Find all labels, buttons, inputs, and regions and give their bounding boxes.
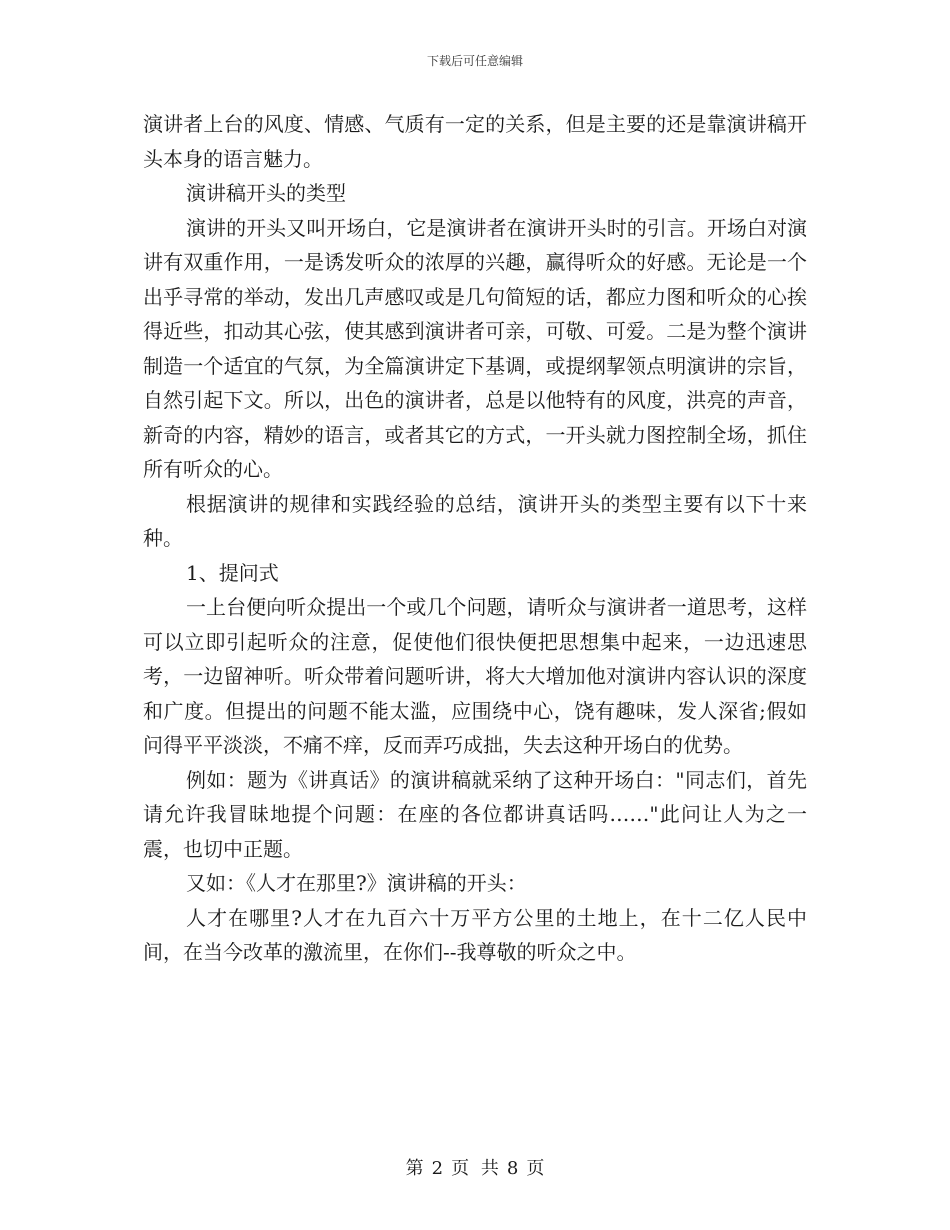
paragraph-1: 演讲者上台的风度、情感、气质有一定的关系，但是主要的还是靠演讲稿开头本身的语言魅力。 bbox=[143, 112, 807, 171]
footer-suffix: 页 bbox=[526, 1158, 545, 1179]
paragraph-types-summary: 根据演讲的规律和实践经验的总结，演讲开头的类型主要有以下十来种。 bbox=[143, 491, 807, 550]
section-heading-types: 演讲稿开头的类型 bbox=[186, 181, 346, 205]
page-footer bbox=[0, 1154, 950, 1180]
document-body bbox=[143, 107, 807, 970]
footer-page-number: 2 bbox=[431, 1158, 444, 1179]
subheading-question-style: 1、提问式 bbox=[186, 560, 279, 585]
footer-total-pages: 8 bbox=[506, 1158, 519, 1179]
footer-middle: 页 共 bbox=[451, 1158, 499, 1179]
footer-prefix: 第 bbox=[405, 1158, 424, 1179]
page-header: 下载后可任意编辑 bbox=[426, 54, 523, 68]
paragraph-example-1: 例如：题为《讲真话》的演讲稿就采纳了这种开场白："同志们，首先请允许我冒昧地提个问题：在座的各位都讲真话吗……"此问让人为之一震，也切中正题。 bbox=[143, 767, 807, 861]
paragraph-question-style: 一上台便向听众提出一个或几个问题，请听众与演讲者一道思考，这样可以立即引起听众的注意，促使他们很快便把思想集中起来，一边迅速思考，一边留神听。听众带着问题听讲，将大大增加他对演讲内容认识的深度和广度。但提出的问题不能太滥，应围绕中心，饶有趣味，发人深省;假如问得平平淡淡，不痛不痒，反而弄巧成拙，失去这种开场白的优势。 bbox=[143, 595, 807, 757]
paragraph-opening-definition: 演讲的开头又叫开场白，它是演讲者在演讲开头时的引言。开场白对演讲有双重作用，一是诱发听众的浓厚的兴趣，赢得听众的好感。无论是一个出乎寻常的举动，发出几声感叹或是几句简短的话，都应力图和听众的心挨得近些，扣动其心弦，使其感到演讲者可亲，可敬、可爱。二是为整个演讲制造一个适宜的气氛，为全篇演讲定下基调，或提纲挈领点明演讲的宗旨，自然引起下文。所以，出色的演讲者，总是以他特有的风度，洪亮的声音，新奇的内容，精妙的语言，或者其它的方式，一开头就力图控制全场，抓住所有听众的心。 bbox=[143, 215, 807, 481]
paragraph-example-2-quote: 人才在哪里?人才在九百六十万平方公里的土地上，在十二亿人民中间，在当今改革的激流里，在你们--我尊敬的听众之中。 bbox=[143, 905, 807, 964]
paragraph-example-2-intro: 又如：《人才在那里?》演讲稿的开头： bbox=[186, 871, 527, 895]
